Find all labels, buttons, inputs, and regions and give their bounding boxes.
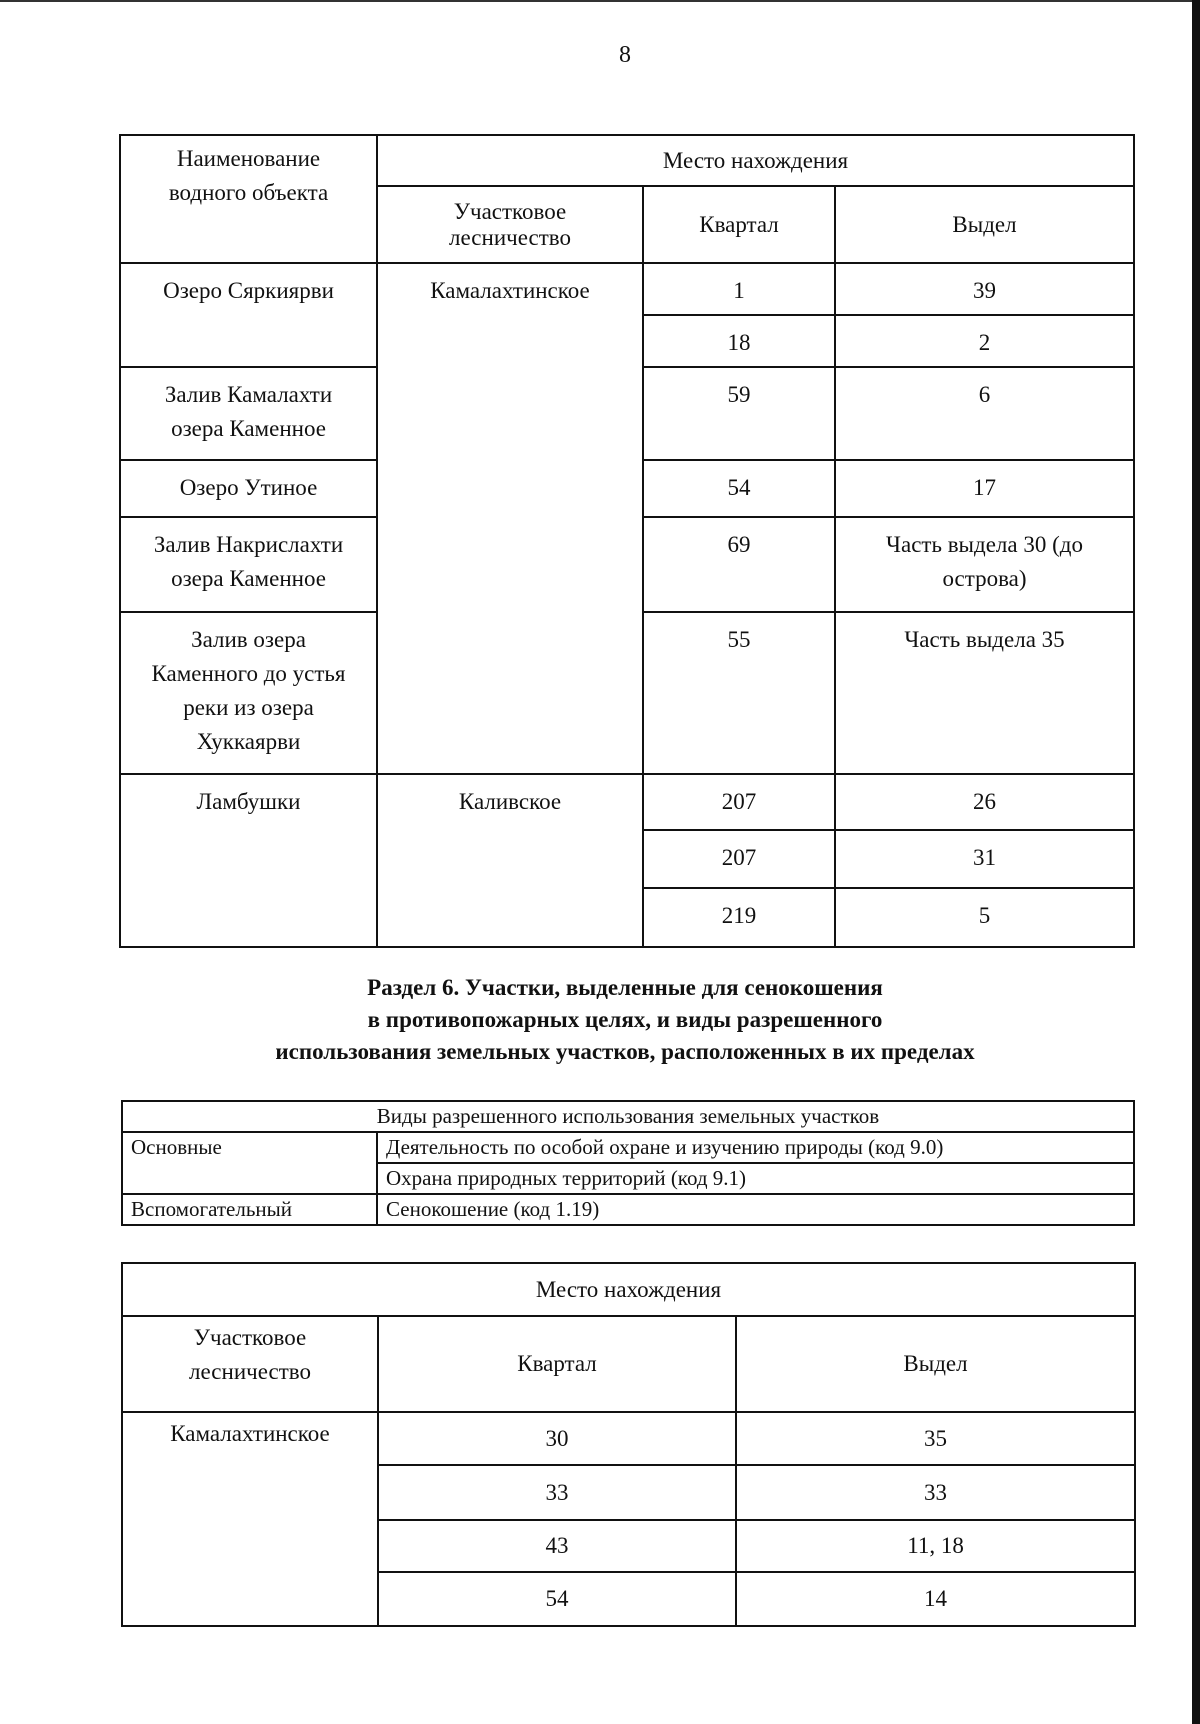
cell-section: 31 (835, 830, 1134, 888)
main-use-item: Охрана природных территорий (код 9.1) (377, 1163, 1134, 1194)
cell-forestry: Каливское (377, 774, 643, 947)
cell-quarter: 43 (378, 1520, 736, 1572)
cell-quarter: 207 (643, 774, 835, 830)
cell-quarter: 219 (643, 888, 835, 947)
cell-section: 6 (835, 367, 1134, 460)
header-forestry: Участковое лесничество (122, 1316, 378, 1412)
main-use-item: Деятельность по особой охране и изучению природы (код 9.0) (377, 1132, 1134, 1163)
cell-section: 5 (835, 888, 1134, 947)
main-uses-label: Основные (122, 1132, 377, 1194)
hayfield-location-table (121, 1262, 1136, 1627)
cell-section: 33 (736, 1465, 1135, 1520)
header-quarter: Квартал (378, 1316, 736, 1412)
cell-quarter: 54 (378, 1572, 736, 1626)
cell-quarter: 30 (378, 1412, 736, 1465)
aux-use-label: Вспомогательный (122, 1194, 377, 1225)
header-forestry: Участковое лесничество (377, 186, 643, 263)
cell-quarter: 55 (643, 612, 835, 774)
header-location: Место нахождения (122, 1263, 1135, 1316)
permitted-use-header: Виды разрешенного использования земельных участков (122, 1101, 1134, 1132)
cell-section: 35 (736, 1412, 1135, 1465)
cell-quarter: 59 (643, 367, 835, 460)
cell-quarter: 54 (643, 460, 835, 517)
cell-forestry: Камалахтинское (122, 1412, 378, 1626)
cell-name: Озеро Сяркиярви (120, 263, 377, 367)
cell-name: Залив озера Каменного до устья реки из озера Хуккаярви (120, 612, 377, 774)
cell-section: 17 (835, 460, 1134, 517)
cell-quarter: 33 (378, 1465, 736, 1520)
cell-section: 2 (835, 315, 1134, 367)
section-title-line: использования земельных участков, расположенных в их пределах (275, 1039, 975, 1064)
page-number: 8 (619, 42, 631, 68)
cell-section: 11, 18 (736, 1520, 1135, 1572)
aux-use-item: Сенокошение (код 1.19) (377, 1194, 1134, 1225)
cell-section: 26 (835, 774, 1134, 830)
cell-section: Часть выдела 35 (835, 612, 1134, 774)
header-name: Наименование водного объекта (120, 135, 377, 263)
cell-section: 14 (736, 1572, 1135, 1626)
cell-name: Озеро Утиное (120, 460, 377, 517)
header-quarter: Квартал (643, 186, 835, 263)
cell-quarter: 207 (643, 830, 835, 888)
section-title (0, 972, 1200, 1068)
scan-edge-right (1192, 0, 1200, 1724)
cell-name: Залив Накрислахти озера Каменное (120, 517, 377, 612)
section-title-line: Раздел 6. Участки, выделенные для сенокошения (367, 975, 883, 1000)
header-section: Выдел (736, 1316, 1135, 1412)
cell-section: 39 (835, 263, 1134, 315)
cell-quarter: 18 (643, 315, 835, 367)
cell-quarter: 69 (643, 517, 835, 612)
permitted-use-table (121, 1100, 1135, 1226)
section-title-line: в противопожарных целях, и виды разрешенного (367, 1007, 883, 1032)
water-bodies-table (119, 134, 1135, 948)
cell-forestry: Камалахтинское (377, 263, 643, 774)
cell-quarter: 1 (643, 263, 835, 315)
cell-name: Залив Камалахти озера Каменное (120, 367, 377, 460)
cell-name: Ламбушки (120, 774, 377, 947)
scan-edge (0, 0, 1200, 2)
header-section: Выдел (835, 186, 1134, 263)
cell-section: Часть выдела 30 (до острова) (835, 517, 1134, 612)
header-location: Место нахождения (377, 135, 1134, 186)
